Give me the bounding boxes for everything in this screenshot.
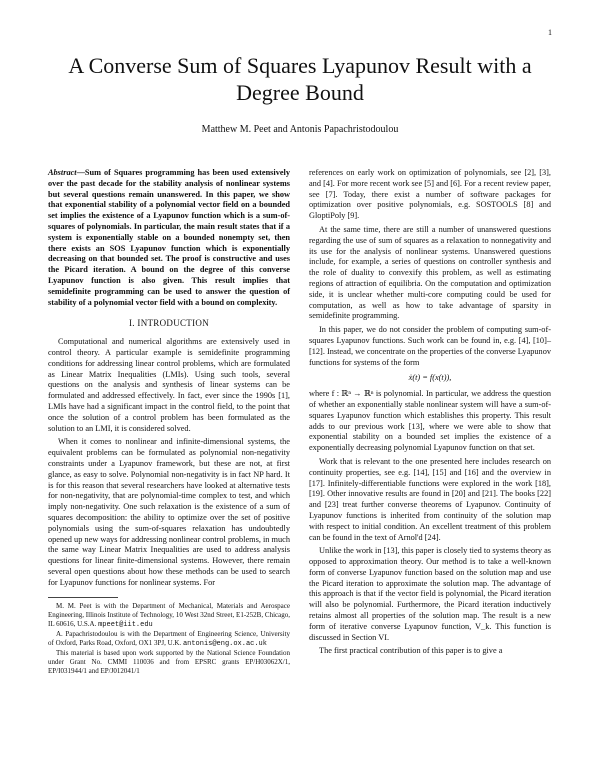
abstract-label: Abstract [48, 168, 77, 177]
body-paragraph: At the same time, there are still a number of unanswered questions regarding the use of sum of squares as a relaxation to nonnegativity and its use for the analysis of nonlinear systems. Unanswered questions include, for example, a series of questions on controller synthesis and the role of duality to convexify this problem, as well as estimating regions of attraction of equilibria. On the computation and optimization side, it is unclear whether multi-core computing could be used for computation, as well as how to take advantage of sparsity in semidefinite programming. [309, 224, 551, 321]
body-paragraph: The first practical contribution of this paper is to give a [319, 646, 503, 656]
right-column [309, 168, 551, 660]
section-heading-introduction: I. INTRODUCTION [129, 318, 209, 329]
footnote-funding: This material is based upon work supported by the National Science Foundation under Grant No. CMMI 110036 and from EPSRC grants EP/H03062X/1, EP/I031944/1 and EP/J012041/1 [48, 649, 290, 675]
system-equation: ẋ(t) = f(x(t)), [408, 373, 452, 383]
abstract-text: —Sum of Squares programming has been used extensively over the past decade for the stability analysis of nonlinear systems but several questions remain unanswered. In this paper, we show that exponential stability of a polynomial vector field on a bounded set implies the existence of a Lyapunov function which is a sum-of-squares of polynomials. In particular, the main result states that if a system is exponentially stable on a bounded nonempty set, then there exists an SOS Lyapunov function which is exponentially decreasing on that bounded set. The proof is constructive and uses the Picard iteration. A bound on the degree of this converse Lyapunov function is also given. This result implies that semidefinite programming can be used to answer the question of stability of a polynomial vector field with a bound on complexity. [48, 168, 290, 307]
body-paragraph: where f : ℝⁿ → ℝⁿ is polynomial. In particular, we address the question of whether an exponentially stable nonlinear system will have a sum-of-squares Lyapunov function which establishes this property. This result adds to our previous work [13], where we were able to show that exponential stability on a bounded set implies the existence of a exponentially decreasing polynomial Lyapunov function on that set. [309, 389, 551, 453]
email-link[interactable]: mpeet@iit.edu [98, 620, 153, 629]
abstract [48, 168, 290, 308]
body-paragraph: Computational and numerical algorithms are extensively used in control theory. A particular example is semidefinite programming conditions for addressing linear control problems, which are formulated as Linear Matrix Inequalities (LMIs). Using such tools, several questions on the analysis and synthesis of linear systems can be formulated and addressed effectively. In fact, ever since the 1990s [1], LMIs have had a significant impact in the control field, to the point that once the solution of a control problem has been formulated as the solution to an LMI, it is considered solved. [48, 337, 290, 433]
body-paragraph: Unlike the work in [13], this paper is closely tied to systems theory as opposed to approximation theory. Our method is to take a well-known form of converse Lyapunov function based on the solution map and use the Picard iteration to approximate the solution map. The advantage of this approach is that if the vector field is polynomial, the Picard iteration will also be polynomial. Furthermore, the Picard iteration inductively retains almost all properties of the solution map. The result is a new form of iterative converse Lyapunov function, V_k. This function is discussed in Section VI. [309, 546, 551, 642]
page-number: 1 [548, 28, 552, 37]
body-paragraph: In this paper, we do not consider the problem of computing sum-of-squares Lyapunov functions. Such work can be found in, e.g. [4], [10]–[12]. Instead, we concentrate on the properties of the converse Lyapunov functions for systems of the form [309, 325, 551, 367]
left-column [48, 168, 290, 676]
paper-authors: Matthew M. Peet and Antonis Papachristodoulou [201, 124, 399, 135]
body-paragraph: references on early work on optimization of polynomials, see [2], [3], and [4]. For more recent work see [5] and [6]. For a recent review paper, see [7]. Today, there exist a number of software packages for optimization over positive polynomials, e.g. SOSTOOLS [8] and GloptiPoly [9]. [309, 168, 551, 221]
body-paragraph: Work that is relevant to the one presented here includes research on continuity properties, see e.g. [14], [15] and [16] and the overview in [17]. Infinitely-differentiable functions were explored in the work [18], [19]. Other innovative results are found in [20] and [21]. The books [22] and [23] treat further converse theorems of Lyapunov. Continuity of Lyapunov functions is inherited from continuity of the solution map with respect to initial condition. An excellent treatment of this problem can be found in the text of Arnol'd [24]. [309, 456, 551, 542]
footnote-divider [48, 597, 118, 598]
footnote-affiliation-peet: M. M. Peet is with the Department of Mechanical, Materials and Aerospace Engineering, Illinois Institute of Technology, 10 West 32nd Street, E1-252B, Chicago, IL 60616, U.S.A. mpeet@iit.edu [48, 602, 290, 629]
body-paragraph: When it comes to nonlinear and infinite-dimensional systems, the equivalent problems can be formulated as polynomial non-negativity constraints under a Lyapunov framework, but these are not, at first glance, as easy to solve. Polynomial non-negativity is in fact NP hard. It is for this reason that several researchers have looked at alternative tests for non-negativity, that are polynomial-time complex to test, and which imply non-negativity. One such relaxation is the existence of a sum of squares decomposition: the ability to optimize over the set of positive polynomials using the sum-of-squares relaxation has undoubtedly opened up new ways for addressing nonlinear control problems, in much the same way Linear Matrix Inequalities are used to address analysis questions for linear finite-dimensional systems. However, there remain several open questions about how these methods can be used to search for Lyapunov functions for nonlinear systems. For [48, 437, 290, 587]
paper-title: A Converse Sum of Squares Lyapunov Result with a Degree Bound [68, 53, 532, 105]
email-link[interactable]: antonis@eng.ox.ac.uk [182, 639, 267, 648]
footnote-affiliation-papachristodoulou: A. Papachristodoulou is with the Department of Engineering Science, University of Oxford, Parks Road, Oxford, OX1 3PJ, U.K. antonis@eng.ox.ac.uk [48, 630, 290, 648]
